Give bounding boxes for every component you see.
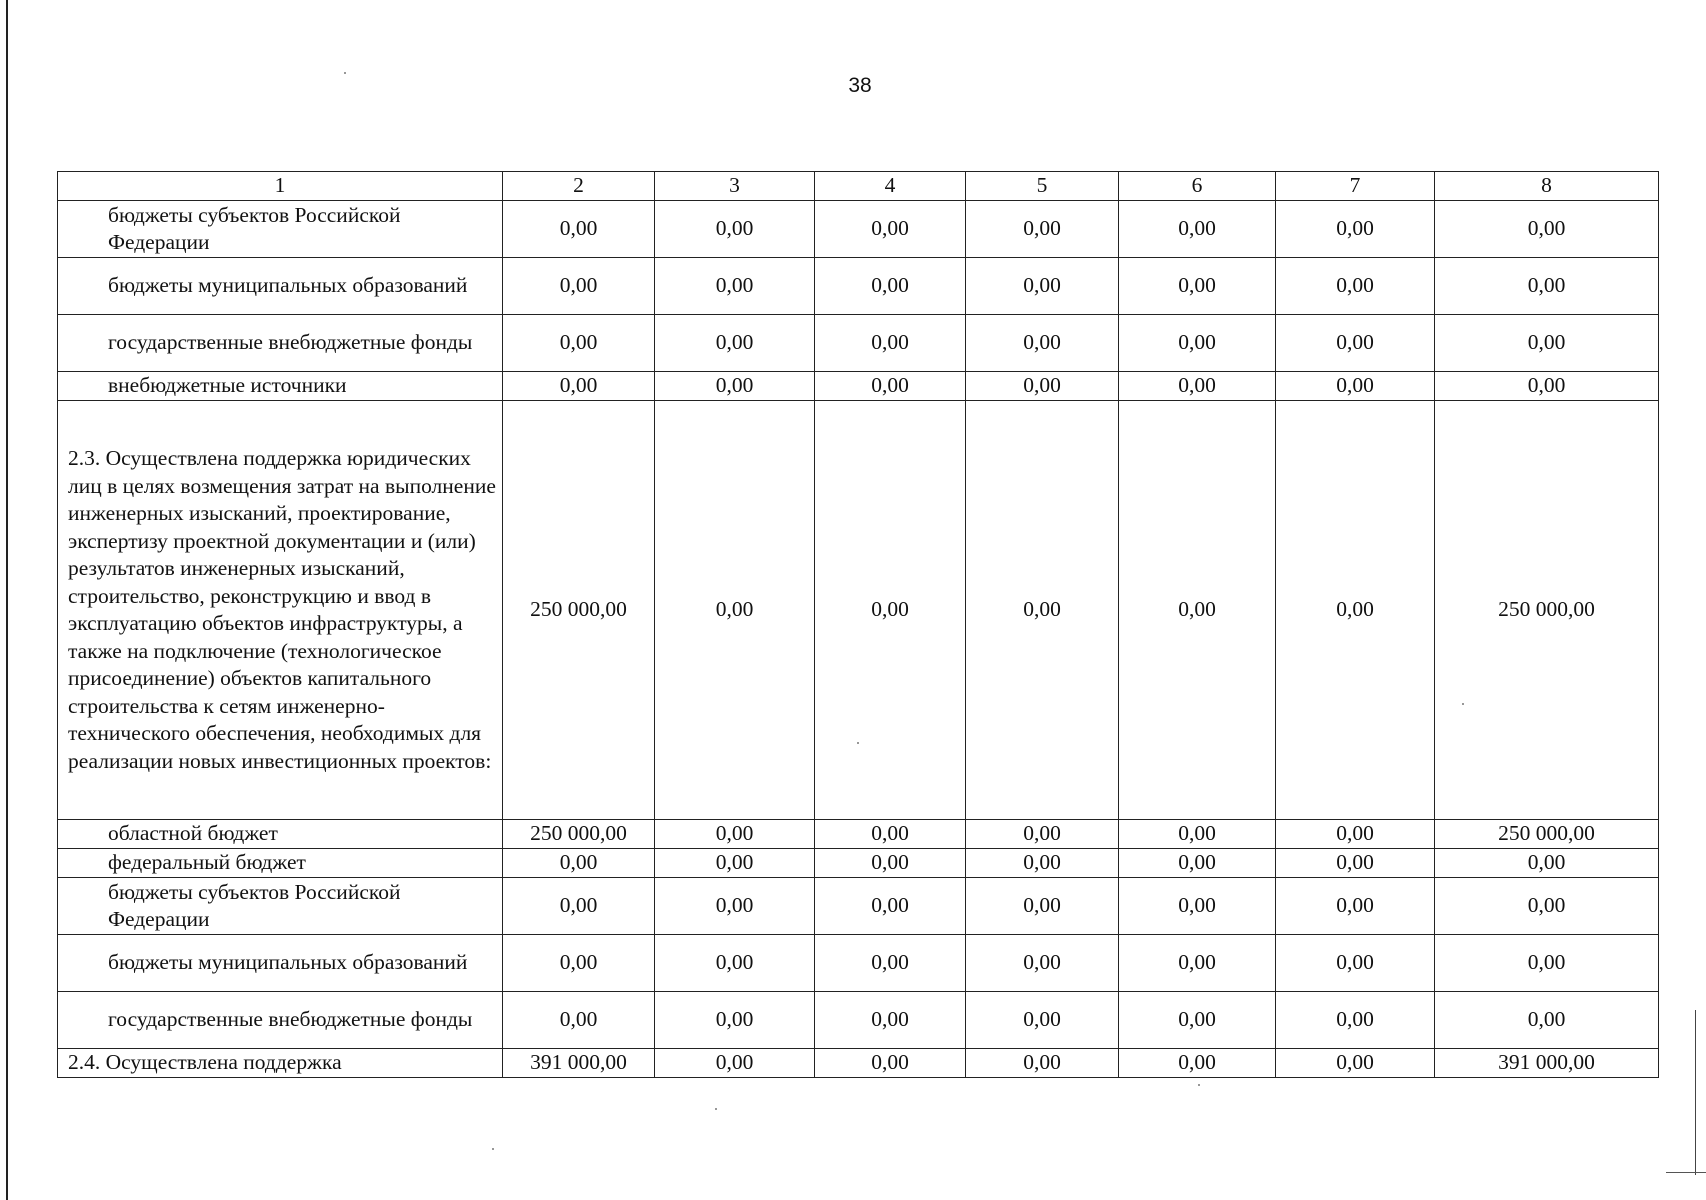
row-value: 0,00: [1119, 315, 1276, 372]
column-header: 4: [815, 172, 966, 201]
row-value: 0,00: [655, 878, 815, 935]
table-row: [58, 372, 1659, 401]
row-value: 0,00: [503, 258, 655, 315]
row-value: 0,00: [1435, 258, 1659, 315]
row-value: 0,00: [966, 1049, 1119, 1078]
row-label: областной бюджет: [58, 820, 503, 849]
table-row: [58, 849, 1659, 878]
page-bottom-edge: [1666, 1172, 1706, 1173]
row-value: 0,00: [966, 820, 1119, 849]
column-header: 8: [1435, 172, 1659, 201]
row-value: 0,00: [1435, 849, 1659, 878]
row-value: 0,00: [1119, 1049, 1276, 1078]
row-value: 0,00: [655, 258, 815, 315]
row-value: 0,00: [815, 258, 966, 315]
page-left-edge: [6, 0, 8, 1200]
column-header: 5: [966, 172, 1119, 201]
row-value: 0,00: [503, 315, 655, 372]
column-number-row: [58, 172, 1659, 201]
row-label: внебюджетные источники: [58, 372, 503, 401]
row-value: 0,00: [1435, 935, 1659, 992]
row-value: 0,00: [503, 201, 655, 258]
row-label: государственные внебюджетные фонды: [58, 315, 503, 372]
column-header: 3: [655, 172, 815, 201]
row-value: 0,00: [1276, 878, 1435, 935]
row-value: 0,00: [1119, 820, 1276, 849]
row-value: 0,00: [1119, 201, 1276, 258]
row-value: 0,00: [655, 935, 815, 992]
row-value: 0,00: [1276, 820, 1435, 849]
row-value: 0,00: [1119, 401, 1276, 820]
row-value: 0,00: [966, 201, 1119, 258]
table-row: [58, 935, 1659, 992]
table-row: [58, 401, 1659, 820]
row-value: 0,00: [655, 315, 815, 372]
row-label: федеральный бюджет: [58, 849, 503, 878]
row-value: 0,00: [655, 372, 815, 401]
row-value: 0,00: [815, 849, 966, 878]
row-value: 0,00: [966, 992, 1119, 1049]
row-value: 0,00: [503, 372, 655, 401]
row-value: 0,00: [1119, 258, 1276, 315]
column-header: 2: [503, 172, 655, 201]
funding-table: [57, 171, 1659, 1078]
row-value: 0,00: [815, 820, 966, 849]
row-value: 0,00: [966, 258, 1119, 315]
row-value: 0,00: [815, 878, 966, 935]
row-value: 0,00: [966, 401, 1119, 820]
row-value: 0,00: [966, 372, 1119, 401]
row-label: 2.4. Осуществлена поддержка: [58, 1049, 503, 1078]
row-value: 0,00: [1276, 992, 1435, 1049]
page-right-edge: [1695, 1010, 1696, 1175]
row-value: 250 000,00: [503, 401, 655, 820]
table-row: [58, 201, 1659, 258]
row-value: 0,00: [655, 201, 815, 258]
column-header: 1: [58, 172, 503, 201]
row-value: 0,00: [503, 992, 655, 1049]
row-value: 0,00: [1276, 315, 1435, 372]
row-value: 0,00: [1119, 935, 1276, 992]
row-value: 0,00: [1276, 935, 1435, 992]
row-value: 0,00: [815, 992, 966, 1049]
row-value: 0,00: [655, 401, 815, 820]
row-value: 0,00: [503, 935, 655, 992]
row-value: 0,00: [1276, 258, 1435, 315]
row-value: 0,00: [815, 201, 966, 258]
row-value: 0,00: [815, 315, 966, 372]
row-value: 0,00: [1119, 372, 1276, 401]
row-label: бюджеты субъектов Российской Федерации: [58, 878, 503, 935]
row-value: 0,00: [1276, 201, 1435, 258]
row-value: 0,00: [1276, 849, 1435, 878]
row-value: 0,00: [1435, 201, 1659, 258]
column-header: 7: [1276, 172, 1435, 201]
row-value: 250 000,00: [503, 820, 655, 849]
table-row: [58, 992, 1659, 1049]
row-value: 0,00: [1119, 992, 1276, 1049]
row-value: 0,00: [655, 992, 815, 1049]
row-value: 0,00: [966, 935, 1119, 992]
scan-speck: [1198, 1084, 1200, 1086]
row-value: 0,00: [966, 849, 1119, 878]
row-value: 0,00: [1276, 372, 1435, 401]
row-value: 0,00: [655, 849, 815, 878]
row-value: 0,00: [1119, 878, 1276, 935]
row-value: 391 000,00: [1435, 1049, 1659, 1078]
row-value: 0,00: [1119, 849, 1276, 878]
column-header: 6: [1119, 172, 1276, 201]
row-value: 0,00: [655, 820, 815, 849]
row-label: бюджеты муниципальных образований: [58, 258, 503, 315]
scan-speck: [715, 1108, 717, 1110]
page-number: 38: [848, 74, 872, 97]
row-value: 0,00: [1276, 401, 1435, 820]
row-value: 0,00: [966, 878, 1119, 935]
row-label: 2.3. Осуществлена поддержка юридических лиц в целях возмещения затрат на выполнение инженерных изысканий, проектирование, экспертизу проектной документации и (или) результатов инженерных изысканий, строительство, реконструкцию и ввод в эксплуатацию объектов инфраструктуры, а также на подключение (технологическое присоединение) объектов капитального строительства к сетям инженерно-технического обеспечения, необходимых для реализации новых инвестиционных проектов:: [58, 401, 503, 820]
scan-speck: [857, 742, 859, 744]
row-value: 0,00: [815, 1049, 966, 1078]
table-row: [58, 258, 1659, 315]
row-value: 0,00: [655, 1049, 815, 1078]
row-label: бюджеты субъектов Российской Федерации: [58, 201, 503, 258]
table-row: [58, 878, 1659, 935]
row-value: 0,00: [966, 315, 1119, 372]
row-value: 0,00: [815, 935, 966, 992]
row-value: 0,00: [815, 401, 966, 820]
scan-speck: [344, 72, 346, 74]
row-label: бюджеты муниципальных образований: [58, 935, 503, 992]
row-value: 250 000,00: [1435, 401, 1659, 820]
scan-speck: [1462, 703, 1464, 705]
row-value: 0,00: [503, 878, 655, 935]
table-row: [58, 315, 1659, 372]
row-value: 0,00: [815, 372, 966, 401]
table-row: [58, 1049, 1659, 1078]
row-value: 0,00: [1435, 878, 1659, 935]
row-value: 0,00: [1276, 1049, 1435, 1078]
row-value: 0,00: [1435, 315, 1659, 372]
row-value: 0,00: [1435, 992, 1659, 1049]
row-value: 250 000,00: [1435, 820, 1659, 849]
row-value: 0,00: [503, 849, 655, 878]
row-value: 0,00: [1435, 372, 1659, 401]
row-value: 391 000,00: [503, 1049, 655, 1078]
table-row: [58, 820, 1659, 849]
scan-speck: [492, 1148, 494, 1150]
row-label: государственные внебюджетные фонды: [58, 992, 503, 1049]
